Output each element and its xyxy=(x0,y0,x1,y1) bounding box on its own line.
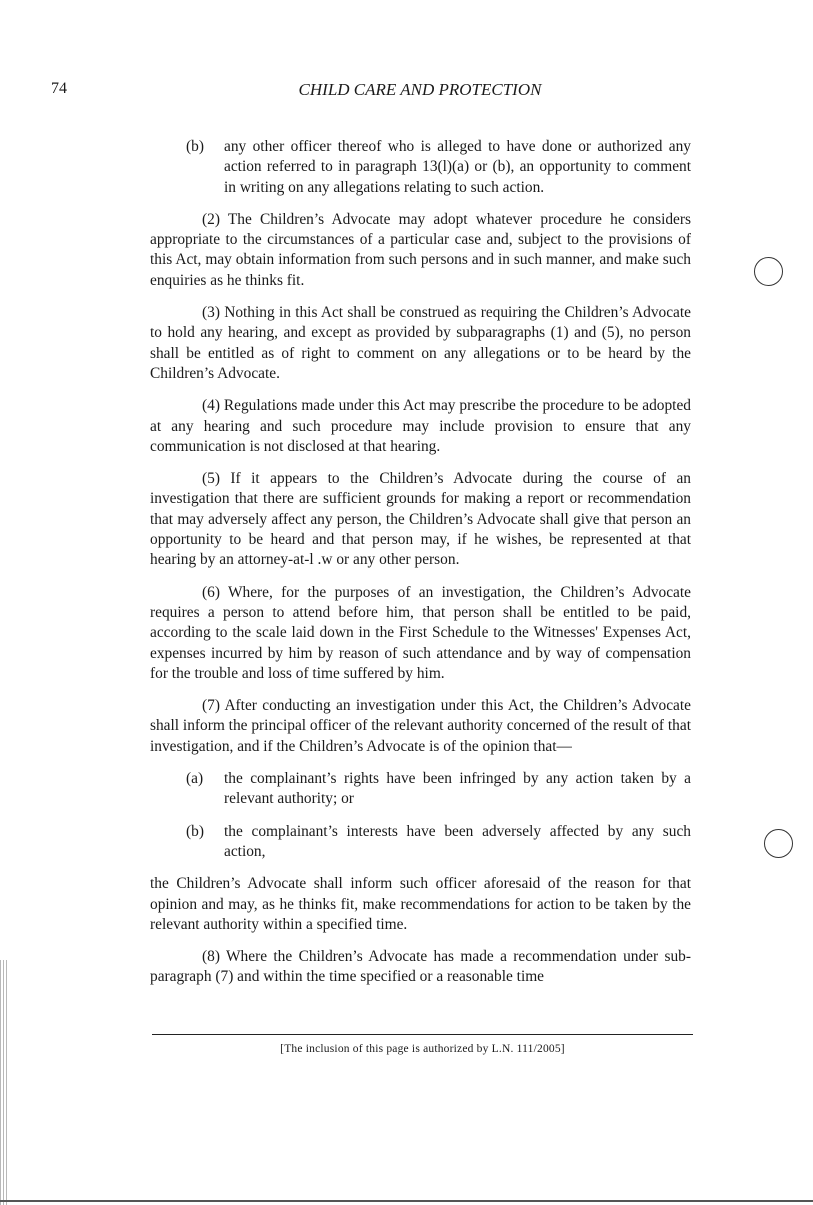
item-7a xyxy=(150,769,691,810)
scan-bottom-edge xyxy=(0,1200,813,1202)
paragraph-5: (5) If it appears to the Children’s Advocate during the course of an investigation that there are sufficient grounds for making a report or recommendation that may adversely affect any person, the Children’s Advocate shall give that person an opportunity to be heard and that person may, if he wishes, be represented at that hearing by an attorney-at-l .w or any other person. xyxy=(150,470,691,569)
item-marker: (b) xyxy=(186,822,204,840)
running-head: CHILD CARE AND PROTECTION xyxy=(298,80,542,99)
binding-hole-circle-icon xyxy=(754,257,783,286)
footer-note: [The inclusion of this page is authorized by L.N. 111/2005] xyxy=(280,1043,565,1055)
item-text: the complainant’s interests have been adversely affected by any such action, xyxy=(224,822,691,860)
paragraph-7-continuation: the Children’s Advocate shall inform such officer aforesaid of the reason for that opinion and may, as he thinks fit, make recommendations for action to be taken by the relevant authority within a specified time. xyxy=(150,875,691,933)
item-marker: (b) xyxy=(186,138,204,155)
item-marker: (a) xyxy=(186,770,204,788)
page-number: 74 xyxy=(51,80,67,97)
item-text: any other officer thereof who is alleged to have done or authorized any action referred to in paragraph 13(l)(a) or (b), an opportunity to comment in writing on any allegations relating to such action. xyxy=(224,138,691,196)
paragraph-4: (4) Regulations made under this Act may prescribe the procedure to be adopted at any hearing and such procedure may include provision to ensure that any communication is not disclosed at that hearing. xyxy=(150,397,691,455)
paragraph-3: (3) Nothing in this Act shall be construed as requiring the Children’s Advocate to hold any hearing, and except as provided by subparagraphs (1) and (5), no person shall be entitled as of right to comment on any allegations or to be heard by the Children’s Advocate. xyxy=(150,304,691,382)
binding-hole-circle-icon xyxy=(764,829,793,858)
footer-rule xyxy=(152,1034,693,1035)
item-7b xyxy=(150,822,691,863)
scan-edge-artifact xyxy=(0,960,8,1205)
item-text: the complainant’s rights have been infringed by any action taken by a relevant authority; or xyxy=(224,770,691,808)
paragraph-7: (7) After conducting an investigation under this Act, the Children’s Advocate shall inform the principal officer of the relevant authority concerned of the result of that investigation, and if the Children’s Advocate is of the opinion that— xyxy=(150,697,691,755)
item-b-top xyxy=(150,137,691,198)
paragraph-8: (8) Where the Children’s Advocate has made a recommendation under sub-paragraph (7) and within the time specified or a reasonable time xyxy=(150,948,691,986)
paragraph-6: (6) Where, for the purposes of an investigation, the Children’s Advocate requires a person to attend before him, that person shall be entitled to be paid, according to the scale laid down in the First Schedule to the Witnesses' Expenses Act, expenses incurred by him by reason of such attendance and by way of compensation for the trouble and loss of time suffered by him. xyxy=(150,583,691,682)
page-body xyxy=(150,137,691,988)
paragraph-2: (2) The Children’s Advocate may adopt whatever procedure he considers appropriate to the circumstances of a particular case and, subject to the provisions of this Act, may obtain information from such persons and in such manner, and make such enquiries as he thinks fit. xyxy=(150,210,691,289)
